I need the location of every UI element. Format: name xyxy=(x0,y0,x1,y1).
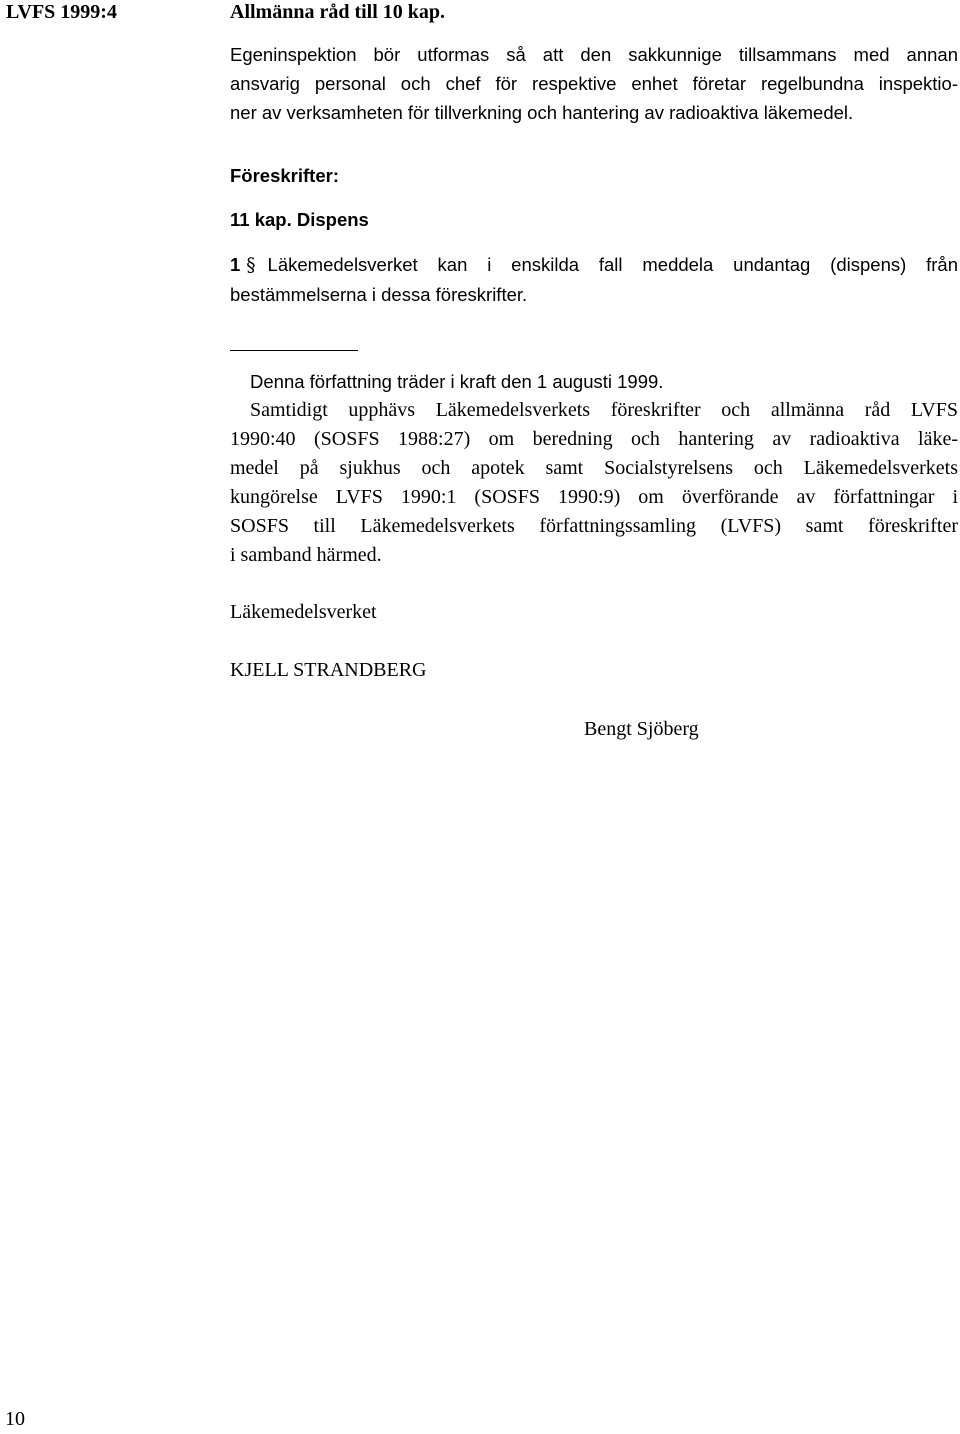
advice-line: Egeninspektion bör utformas så att den sakkunnige tillsammans med annan xyxy=(230,44,958,65)
section-symbol-icon: § xyxy=(246,255,256,276)
official-signature: Bengt Sjöberg xyxy=(584,718,699,740)
section-line: bestämmelserna i dessa föreskrifter. xyxy=(230,284,528,305)
page-number: 10 xyxy=(5,1408,25,1430)
section-title: Allmänna råd till 10 kap. xyxy=(230,1,446,23)
entry-into-force: Denna författning träder i kraft den 1 augusti 1999. xyxy=(250,371,664,392)
director-signature: KJELL STRANDBERG xyxy=(230,659,427,681)
section-number: 1 xyxy=(230,254,241,275)
agency-name: Läkemedelsverket xyxy=(230,601,377,623)
section-first-line xyxy=(230,250,958,280)
chapter-heading xyxy=(230,205,369,234)
chapter-title: Dispens xyxy=(296,209,369,230)
repeal-line: kungörelse LVFS 1990:1 (SOSFS 1990:9) om överförande av författningar i xyxy=(230,486,958,508)
repeal-line: 1990:40 (SOSFS 1988:27) om beredning och hantering av radioaktiva läke- xyxy=(230,428,958,450)
section-text: Läkemedelsverket kan i enskilda fall meddela undantag (dispens) från xyxy=(267,254,958,275)
regulations-heading: Föreskrifter: xyxy=(230,165,339,186)
divider-rule xyxy=(230,350,358,351)
repeal-line: SOSFS till Läkemedelsverkets författningssamling (LVFS) samt föreskrifter xyxy=(230,515,958,537)
repeal-line: medel på sjukhus och apotek samt Socialstyrelsens och Läkemedelsverkets xyxy=(230,457,958,479)
advice-line: ner av verksamheten för tillverkning och hantering av radioaktiva läkemedel. xyxy=(230,102,854,123)
document-id: LVFS 1999:4 xyxy=(6,1,117,23)
advice-line: ansvarig personal och chef för respektive enhet företar regelbundna inspektio- xyxy=(230,73,958,94)
repeal-line: i samband härmed. xyxy=(230,544,382,566)
repeal-line: Samtidigt upphävs Läkemedelsverkets föreskrifter och allmänna råd LVFS xyxy=(250,399,958,421)
chapter-label: 11 kap. xyxy=(230,209,292,230)
